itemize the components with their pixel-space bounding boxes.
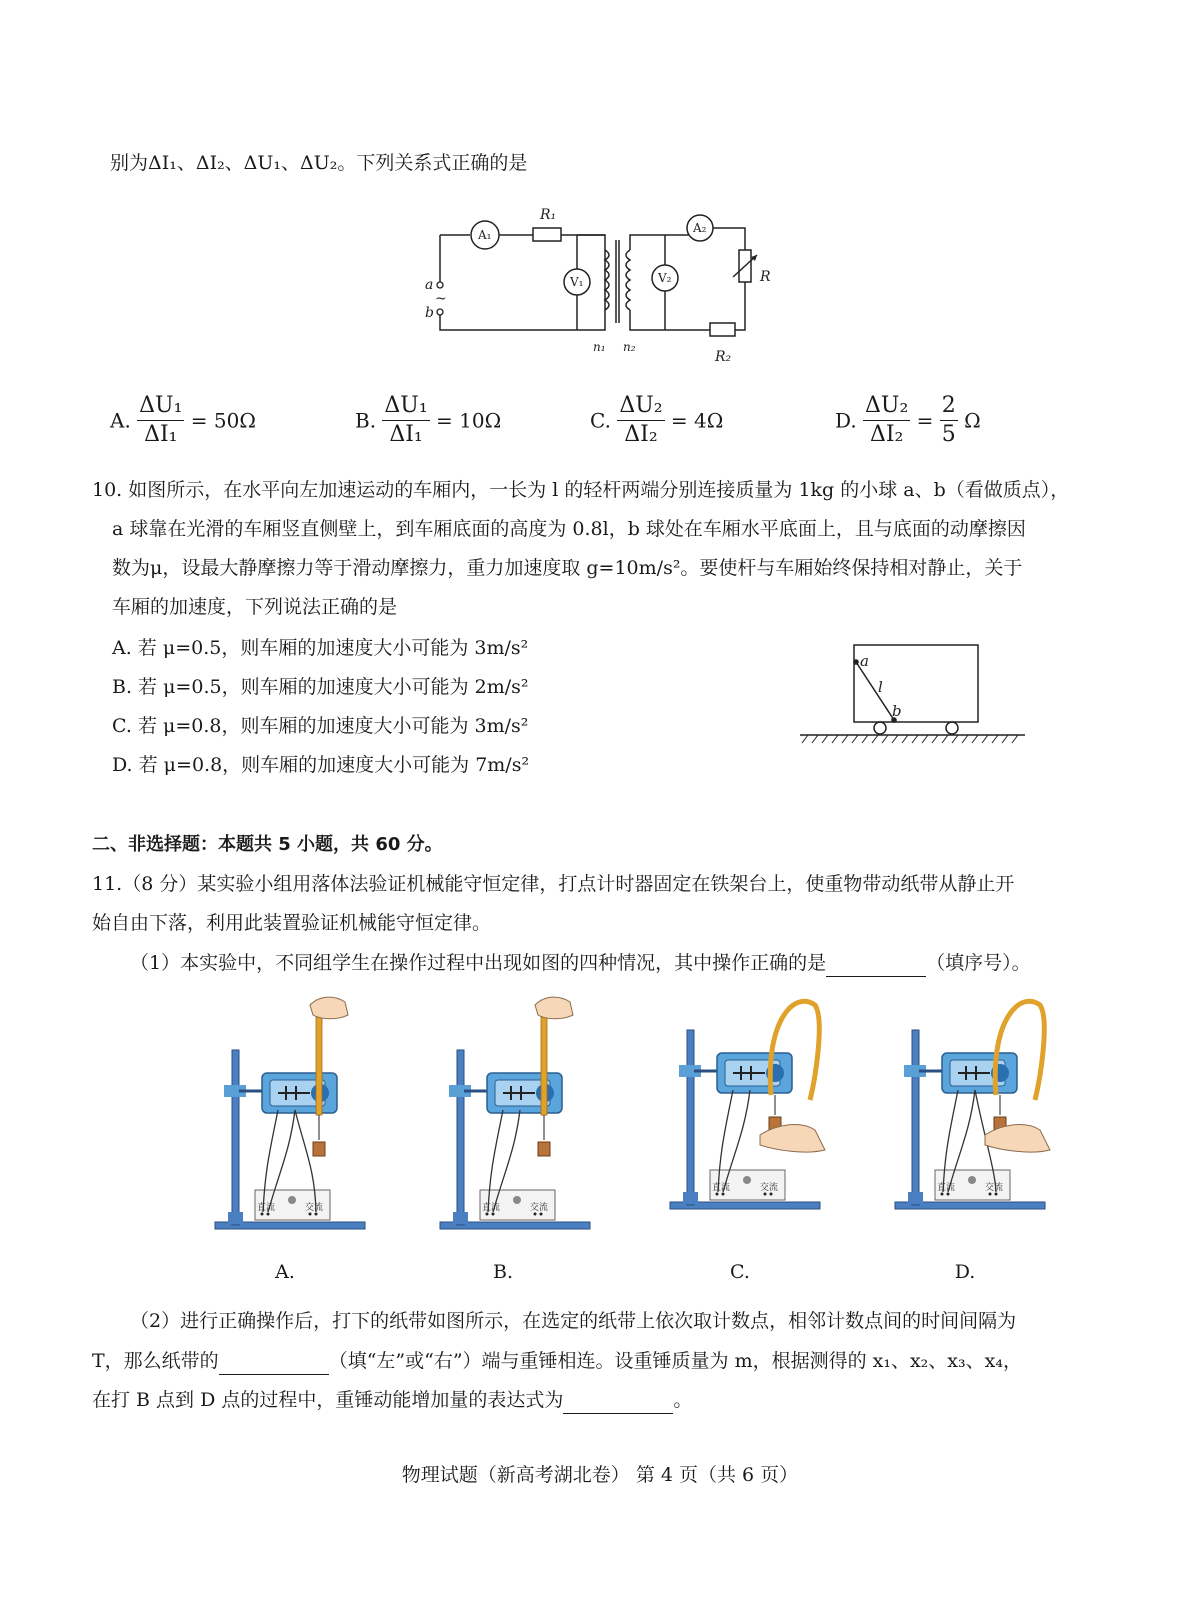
q11-sub1 xyxy=(130,950,1031,977)
fraction xyxy=(617,392,664,449)
q9-option-d[interactable] xyxy=(835,392,981,449)
option-letter: C. xyxy=(590,408,611,433)
figure-label-a: A. xyxy=(275,1261,295,1283)
option-value: = 4Ω xyxy=(670,408,724,433)
fraction-denominator: ΔI₂ xyxy=(869,422,904,447)
q11-sub2-line-2-a: T，那么纸带的 xyxy=(92,1350,219,1372)
ac-label-b: 交流 xyxy=(530,1203,549,1213)
ball-a-label: a xyxy=(860,652,869,670)
fraction-denominator: ΔI₁ xyxy=(144,422,178,447)
ball-b-label: b xyxy=(892,702,902,720)
transformer-circuit-diagram xyxy=(415,195,785,370)
setup-c xyxy=(670,1001,825,1209)
dc-label-c: 直流 xyxy=(712,1183,731,1193)
q9-option-b[interactable] xyxy=(355,392,501,449)
page-footer: 物理试题（新高考湖北卷） 第 4 页（共 6 页） xyxy=(401,1464,799,1486)
answer-blank-1[interactable] xyxy=(826,950,926,977)
q11-sub2-line-3-a: 在打 B 点到 D 点的过程中，重锤动能增加量的表达式为 xyxy=(92,1389,564,1411)
q10-option-d[interactable]: D. 若 μ=0.8，则车厢的加速度大小可能为 7m/s² xyxy=(112,754,530,776)
q10-option-b[interactable]: B. 若 μ=0.5，则车厢的加速度大小可能为 2m/s² xyxy=(112,676,529,698)
fraction xyxy=(382,392,429,449)
q11-sub2-line-1: （2）进行正确操作后，打下的纸带如图所示，在选定的纸带上依次取计数点，相邻计数点间的时间间隔为 xyxy=(130,1310,1017,1332)
option-letter: A. xyxy=(110,408,131,433)
dc-label-a: 直流 xyxy=(257,1203,276,1213)
n2-label: n₂ xyxy=(623,340,636,354)
q10-line-3: 数为μ，设最大静摩擦力等于滑动摩擦力，重力加速度取 g=10m/s²。要使杆与车厢始终保持相对静止，关于 xyxy=(112,557,1023,579)
setup-a xyxy=(215,997,365,1229)
q11-sub1-tail: （填序号）。 xyxy=(926,952,1031,974)
n1-label: n₁ xyxy=(593,340,606,354)
option-equals: = xyxy=(916,408,934,433)
option-unit: Ω xyxy=(964,408,981,433)
option-letter: D. xyxy=(835,408,857,433)
q11-sub2-line-3-b: 。 xyxy=(673,1389,693,1411)
ac-label-a: 交流 xyxy=(305,1203,324,1213)
ac-label-c: 交流 xyxy=(760,1183,779,1193)
q11-sub2-line-2 xyxy=(92,1348,1022,1375)
option-letter: B. xyxy=(355,408,377,433)
ammeter-a2-label: A₂ xyxy=(693,221,707,235)
q10-line-2: a 球靠在光滑的车厢竖直侧壁上，到车厢底面的高度为 0.8l，b 球处在车厢水平底面上，且与底面的动摩擦因 xyxy=(112,518,1026,540)
carriage-figure xyxy=(800,640,1030,750)
fraction-numerator: ΔU₂ xyxy=(617,392,664,421)
r1-label: R₁ xyxy=(540,207,557,223)
fraction-numerator: ΔU₂ xyxy=(863,392,910,421)
q9-intro: 别为ΔI₁、ΔI₂、ΔU₁、ΔU₂。下列关系式正确的是 xyxy=(110,152,528,174)
q11-line-1: 11.（8 分）某实验小组用落体法验证机械能守恒定律，打点计时器固定在铁架台上，使重物带动纸带从静止开 xyxy=(92,873,1015,895)
q10-option-c[interactable]: C. 若 μ=0.8，则车厢的加速度大小可能为 3m/s² xyxy=(112,715,529,737)
figure-label-d: D. xyxy=(954,1261,976,1283)
voltmeter-v1-label: V₁ xyxy=(570,275,584,289)
r2-label: R₂ xyxy=(715,349,732,365)
answer-blank-3[interactable] xyxy=(563,1387,673,1414)
q10-line-4: 车厢的加速度，下列说法正确的是 xyxy=(112,596,398,618)
fraction xyxy=(137,392,184,449)
ammeter-a1-label: A₁ xyxy=(478,228,492,242)
figure-label-c: C. xyxy=(730,1261,750,1283)
setup-d xyxy=(895,1001,1050,1209)
ac-label-d: 交流 xyxy=(985,1183,1004,1193)
q11-sub2-line-2-b: （填“左”或“右”）端与重锤相连。设重锤质量为 m，根据测得的 x₁、x₂、x₃、x₄， xyxy=(328,1350,1022,1372)
terminal-b-label: b xyxy=(425,305,434,321)
terminal-a-label: a xyxy=(425,277,434,293)
answer-blank-2[interactable] xyxy=(219,1348,329,1375)
q9-option-c[interactable] xyxy=(590,392,723,449)
fraction xyxy=(940,392,958,449)
ac-tilde: ~ xyxy=(435,291,447,307)
r-label: R xyxy=(760,269,771,285)
section-heading: 二、非选择题：本题共 5 小题，共 60 分。 xyxy=(92,834,443,855)
fraction-numerator: 2 xyxy=(940,392,958,421)
fraction-numerator: ΔU₁ xyxy=(382,392,429,421)
option-value: = 50Ω xyxy=(190,408,256,433)
q11-line-2: 始自由下落，利用此装置验证机械能守恒定律。 xyxy=(92,912,492,934)
q9-option-a[interactable] xyxy=(110,392,256,449)
setup-b xyxy=(440,997,590,1229)
fraction-denominator: ΔI₂ xyxy=(624,422,658,447)
voltmeter-v2-label: V₂ xyxy=(658,271,672,285)
rod-l-label: l xyxy=(878,678,883,696)
q10-line-1: 10. 如图所示，在水平向左加速运动的车厢内，一长为 l 的轻杆两端分别连接质量为 1kg 的小球 a、b（看做质点）， xyxy=(92,479,1070,501)
fraction-numerator: ΔU₁ xyxy=(137,392,184,421)
fraction-denominator: 5 xyxy=(941,422,956,447)
dc-label-b: 直流 xyxy=(482,1203,501,1213)
q10-option-a[interactable]: A. 若 μ=0.5，则车厢的加速度大小可能为 3m/s² xyxy=(112,637,529,659)
dc-label-d: 直流 xyxy=(937,1183,956,1193)
option-value: = 10Ω xyxy=(436,408,502,433)
figure-label-b: B. xyxy=(492,1261,513,1283)
fraction-denominator: ΔI₁ xyxy=(389,422,423,447)
fraction xyxy=(863,392,910,449)
q11-sub1-text: （1）本实验中，不同组学生在操作过程中出现如图的四种情况，其中操作正确的是 xyxy=(130,952,827,974)
q11-sub2-line-3 xyxy=(92,1387,692,1414)
setup-figures xyxy=(210,990,1060,1240)
